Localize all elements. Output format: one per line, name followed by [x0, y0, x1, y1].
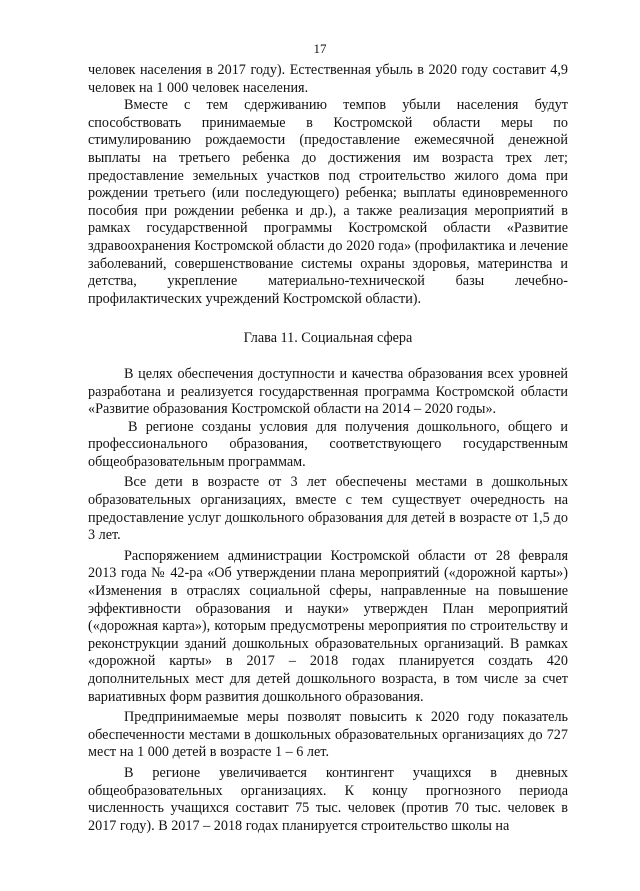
paragraph-continuation: человек населения в 2017 году). Естественная убыль в 2020 году составит 4,9 человек на 1 000 человек населения. [88, 62, 568, 96]
paragraph-preschool-places: Все дети в возрасте от 3 лет обеспечены местами в дошкольных образовательных организациях, вместе с тем существует очередность на предоставление услуг дошкольного образования для детей в возрасте от 1,5 до 3 лет. [88, 474, 568, 544]
paragraph-preschool-coverage: Предпринимаемые меры позволят повысить к 2020 году показатель обеспеченности местами в дошкольных образовательных организациях до 727 мест на 1 000 детей в возрасте 1 – 6 лет. [88, 709, 568, 761]
document-body [88, 62, 568, 835]
paragraph-education-conditions: В регионе созданы условия для получения дошкольного, общего и профессионального образования, соответствующего государственным общеобразовательным программам. [88, 418, 568, 470]
paragraph-road-map: Распоряжением администрации Костромской области от 28 февраля 2013 года № 42-ра «Об утверждении плана мероприятий («дорожной карты») «Изменения в отраслях социальной сферы, направленные на повышение эффективности образования и науки» утвержден План мероприятий («дорожная карта»), которым предусмотрены мероприятия по строительству и реконструкции зданий дошкольных образовательных организаций. В рамках «дорожной карты» в 2017 – 2018 годах планируется создать 420 дополнительных мест для детей дошкольного возраста, в том числе за счет вариативных форм развития дошкольного образования. [88, 547, 568, 705]
page-number: 17 [313, 41, 327, 56]
paragraph-student-contingent: В регионе увеличивается контингент учащихся в дневных общеобразовательных организациях. К концу прогнозного периода численность учащихся составит 75 тыс. человек (против 70 тыс. человек в 2017 году). В 2017 – 2018 годах планируется строительство школы на [88, 764, 568, 834]
paragraph-birth-rate-measures: Вместе с тем сдерживанию темпов убыли населения будут способствовать принимаемые в Костромской области меры по стимулированию рождаемости (предоставление ежемесячной денежной выплаты на третьего ребенка до достижения им возраста трех лет; предоставление земельных участков под строительство жилого дома при рождении третьего (или последующего) ребенка; выплаты единовременного пособия при рождении ребенка и др.), а также реализация мероприятий в рамках государственной программы Костромской области «Развитие здравоохранения Костромской области до 2020 года» (профилактика и лечение заболеваний, совершенствование системы охраны здоровья, материнства и детства, укрепление материально-технической базы лечебно-профилактических учреждений Костромской области). [88, 97, 568, 307]
chapter-heading: Глава 11. Социальная сфера [243, 330, 413, 347]
paragraph-education-program: В целях обеспечения доступности и качества образования всех уровней разработана и реализуется государственная программа Костромской области «Развитие образования Костромской области на 2014 – 2020 годы». [88, 365, 568, 418]
